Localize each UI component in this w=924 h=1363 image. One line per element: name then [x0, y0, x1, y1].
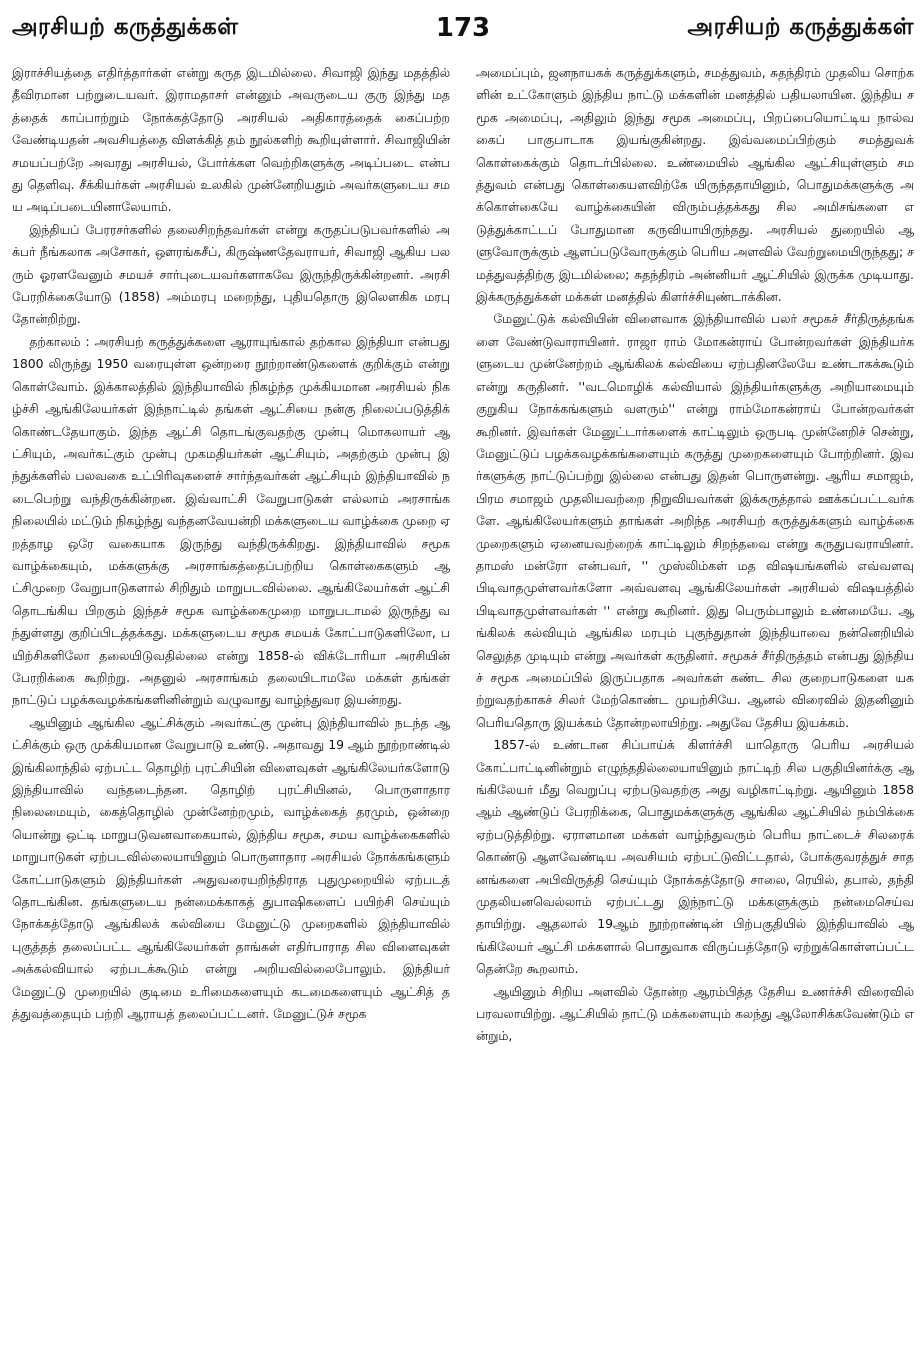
paragraph: அமைப்பும், ஜனநாயகக் கருத்துக்களும், சமத்துவம், சுதந்திரம் முதலிய சொற்களின் உட்கோளும் இந்திய நாட்டு மக்களின் மனத்தில் பதியலாயின. இந்திய சமூக அமைப்பு, அதிலும் இந்து சமூக அமைப்பு, பிறப்பையொட்டிய நால்வகைப் பாகுபாடாக இயங்குகின்றது. இவ்வமைப்பிற்கும் சமத்துவக் கொள்கைக்கும் தொடர்பில்லை. உண்மையில் ஆங்கில ஆட்சியுள்ளும் சமத்துவம் என்பது கொள்கையளவிற்கே யிருந்ததாயினும், பொதுமக்களுக்கு அக்கொள்கையே வாழ்க்கையின் விரும்பத்தக்கது சில அமிசங்களை எடுத்துக்காட்டப் போதுமான கருவியாயிருந்தது. அரசியல் துறையில் ஆளுவோருக்கும் ஆளப்படுவோருக்கும் பெரிய அளவில் வேற்றுமையிருந்தது; சமத்துவத்திற்கு இடமில்லை; சுதந்திரம் அன்னியர் ஆட்சியில் இருக்க முடியாது. இக்கருத்துக்கள் மக்கள் மனத்தில் கிளர்ச்சியுண்டாக்கின.: [476, 65, 914, 305]
page-number: 173: [435, 13, 491, 43]
paragraph: ஆயினும் ஆங்கில ஆட்சிக்கும் அவர்கட்கு முன்பு இந்தியாவில் நடந்த ஆட்சிக்கும் ஒரு முக்கியமான வேறுபாடு உண்டு. அதாவது 19 ஆம் நூற்றாண்டில் இங்கிலாந்தில் ஏற்பட்ட தொழிற் புரட்சியின் விளைவுகள் ஆங்கிலேயர்களோடு இந்தியாவில் வந்தடைந்தன. தொழிற் புரட்சியினல், பொருளாதார நிலைமையும், கைத்தொழில் முன்னேற்றமும், வாழ்க்கைத் தரமும், ஒன்றை யொன்று ஒட்டி மாறுபடுவனவாகையால், இந்திய சமூக, சமய வாழ்க்கைகளில் மாறுபாடுகள் ஏற்படவில்லையாயினும் பொருளாதார அரசியல் நோக்கங்களும் கோட்பாடுகளும் இந்தியர்கள் அதுவரையறிந்திராத புதுமுறையில் ஏற்படத் தொடங்கின. தங்களுடைய நன்மைக்காகத் துபாஷிகளைப் பயிற்சி செய்யும் நோக்கத்தோடு ஆங்கிலக் கல்வியை மேனுட்டு முறைகளில் இந்தியாவில் புகுத்தத் தலைப்பட்ட ஆங்கிலேயர்கள் தாங்கள் எதிர்பாராத சில விளைவுகள் அக்கல்வியால் ஏற்படக்கூடும் என்று அறியவில்லைபோலும். இந்தியர் மேனுட்டு முறையில் குடிமை உரிமைகளையும் கடமைகளையும் ஆட்சித் தத்துவத்தையும் பற்றி ஆராயத் தலைப்பட்டனர். மேனுட்டுச் சமூக: [12, 714, 450, 1022]
paragraph: மேனுட்டுக் கல்வியின் விளைவாக இந்தியாவில் பலர் சமூகச் சீர்திருத்தங்களை வேண்டுவாராயினர். ராஜா ராம் மோகன்ராய் போன்றவர்கள் இந்தியர்களுடைய முன்னேற்றம் ஆங்கிலக் கல்வியை ஏற்பதினலேயே உண்டாகக்கூடும் என்று கருதினர். ''வடமொழிக் கல்வியால் இந்தியர்களுக்கு அறியாமையும் குறுகிய நோக்கங்களும் வளரும்'' என்று ராம்மோகன்ராய் போன்றவர்கள் கூறினர். இவர்கள் மேனுட்டார்களைக் காட்டிலும் ஒருபடி முன்னேறிச் சென்று, மேனுட்டுப் பழக்கவழக்கங்களையும் கருத்து முறைகளையும் போற்றினர். இவர்களுக்கு நாட்டுப்பற்று இல்லை என்பது இதன் பொருளன்று. ஆரிய சமாஜம், பிரம சமாஜம் முதலியவற்றை நிறுவியவர்கள் இக்கருத்தால் ஊக்கப்பட்டவர்களே. ஆங்கிலேயர்களும் தாங்கள் அறிந்த அரசியற் கருத்துக்களும் வாழ்க்கை முறைகளும் ஏனையவற்றைக் காட்டிலும் சிறந்தவை என்று கருதுபவராயினர். தாமஸ் மன்ரோ என்பவர், '' முஸ்லிம்கள் மத விஷயங்களில் எவ்வளவு பிடிவாதமுள்ளவர்களோ அவ்வளவு ஆங்கிலேயர்கள் அரசியல் விஷயத்தில் பிடிவாதமுள்ளவர்கள் '' என்று கூறினர். இது பெரும்பாலும் உண்மையே. ஆங்கிலக் கல்வியும் ஆங்கில மரபும் புகுந்துதான் இந்தியாவை நன்னெறியில் செலுத்த முடியும் என்று அவர்கள் கருதினர். சமூகச் சீர்திருத்தம் என்பது இந்தியச் சமூக அமைப்பில் இருப்பதாக அவர்கள் கண்ட சில குறைபாடுகளை யகற்றுவதற்காகச் சிலர் மேற்கொண்ட முயற்சியே. ஆனல் விரைவில் இதனினும் பெரியதொரு இயக்கம் தோன்றலாயிற்று. அதுவே தேசிய இயக்கம்.: [476, 311, 914, 730]
page-header: [12, 6, 914, 50]
left-column: [12, 62, 450, 1048]
paragraph: இராச்சியத்தை எதிர்த்தார்கள் என்று கருத இடமில்லை. சிவாஜி இந்து மதத்தில் தீவிரமான பற்றுடையவர். இராமதாசர் என்னும் அவருடைய குரு இந்து மதத்தைக் காப்பாற்றும் நோக்கத்தோடு அரசியல் அதிகாரத்தைக் கைப்பற்ற வேண்டியதன் அவசியத்தை விளக்கித் தம் நூல்களிற் கூறியுள்ளார். சிவாஜியின் சமயப்பற்றே அவரது அரசியல், போர்க்கள வெற்றிகளுக்கு அடிப்படை என்பது தெளிவு. சீக்கியர்கள் அரசியல் உலகில் முன்னேறியதும் அவர்களுடைய சமய அடிப்படையினாலேயாம்.: [12, 65, 450, 215]
paragraph: இந்தியப் பேரரசர்களில் தலைசிறந்தவர்கள் என்று கருதப்படுபவர்களில் அக்பர் நீங்கலாக அசோகர், ஔரங்கசீப், கிருஷ்ணதேவராயர், சிவாஜி ஆகிய பலரும் ஓரளவேனும் சமயச் சார்புடையவர்களாகவே இருந்திருக்கின்றனர். அரசி பேரறிக்கையோடு (1858) அம்மரபு மறைந்து, புதியதொரு இலௌகிக மரபு தோன்றிற்று.: [12, 221, 450, 327]
paragraph: தற்காலம் : அரசியற் கருத்துக்களை ஆராயுங்கால் தற்கால இந்தியா என்பது 1800 லிருந்து 1950 வரையுள்ள ஒன்றரை நூற்றாண்டுகளைக் குறிக்கும் என்று கொள்வோம். இக்காலத்தில் இந்தியாவில் நிகழ்ந்த முக்கியமான அரசியல் நிகழ்ச்சி ஆங்கிலேயர்கள் இந்நாட்டில் தங்கள் ஆட்சியை நன்கு நிலைப்படுத்திக் கொண்டதேயாகும். இந்த ஆட்சி தொடங்குவதற்கு முன்பு மொகலாயர் ஆட்சியும், அவர்கட்கும் முன்பு முகமதியர்கள் ஆட்சியும், அதற்கும் முன்பு இந்துக்களில் பலவகை உட்பிரிவுகளைச் சார்ந்தவர்கள் ஆட்சியும் இந்தியாவில் நடைபெற்று வந்திருக்கின்றன. இவ்வாட்சி வேறுபாடுகள் எல்லாம் அரசாங்க நிலையில் மட்டும் நிகழ்ந்து வந்தனவேயன்றி மக்களுடைய வாழ்க்கை முறை ஏறத்தாழ ஒரே வகையாக இருந்து வந்திருக்கிறது. இந்தியாவில் சமூக வாழ்க்கையும், மக்களுக்கு அரசாங்கத்தைப்பற்றிய கொள்கைகளும் ஆட்சிமுறை வேறுபாடுகளால் சிறிதும் மாறுபடவில்லை. ஆங்கிலேயர்கள் ஆட்சி தொடங்கிய பிறகும் இந்தச் சமூக வாழ்க்கைமுறை மாறுபடாமல் இருந்து வந்துள்ளது குறிப்பிடத்தக்கது. மக்களுடைய சமூக சமயக் கோட்பாடுகளிலோ, பயிற்சிகளிலோ தலையிடுவதில்லை என்று 1858-ல் விக்டோரியா அரசியின் பேரறிக்கை கூறிற்று. அதனுல் அரசாங்கம் தலையிடாமலே மக்கள் தங்கள் நாட்டுப் பழக்கவழக்கங்களினின்றும் வழுவாது வாழ்ந்துவர இயன்றது.: [12, 333, 450, 708]
paragraph: ஆயினும் சிறிய அளவில் தோன்ற ஆரம்பித்த தேசிய உணர்ச்சி விரைவில் பரவலாயிற்று. ஆட்சியில் நாட்டு மக்களையும் கலந்து ஆலோசிக்கவேண்டும் என்றும்,: [476, 983, 914, 1044]
running-title-right: அரசியற் கருத்துக்கள்: [687, 13, 914, 40]
running-title-left: அரசியற் கருத்துக்கள்: [12, 13, 239, 40]
right-column: [476, 62, 914, 1048]
paragraph: 1857-ல் உண்டான சிப்பாய்க் கிளர்ச்சி யாதொரு பெரிய அரசியல் கோட்பாட்டினின்றும் எழுந்ததில்லையாயினும் நாட்டிற் சில பகுதியினர்க்கு ஆங்கிலேயர் மீது வெறுப்பு ஏற்படுவதற்கு அது வழிகாட்டிற்று. ஆயினும் 1858ஆம் ஆண்டுப் பேரறிக்கை, பொதுமக்களுக்கு ஆங்கில ஆட்சியில் நம்பிக்கை ஏற்படுத்திற்று. ஏராளமான மக்கள் வாழ்ந்துவரும் பெரிய நாட்டைச் சிலரைக் கொண்டு ஆளவேண்டிய அவசியம் ஏற்பட்டுவிட்டதால், போக்குவரத்துச் சாதனங்களை அபிவிருத்தி செய்யும் நோக்கத்தோடு சாலை, ரெயில், தபால், தந்தி முதலியனவெல்லாம் ஏற்பட்டது இந்நாட்டு மக்களுக்கும் நன்மைசெய்வதாயிற்று. ஆதலால் 19ஆம் நூற்றாண்டின் பிற்பகுதியில் இந்தியாவில் ஆங்கிலேயர் ஆட்சி மக்களால் பொதுவாக விருப்பத்தோடு ஏற்றுக்கொள்ளப்பட்டதென்றே கூறலாம்.: [476, 737, 914, 977]
text-columns: [12, 62, 914, 1048]
